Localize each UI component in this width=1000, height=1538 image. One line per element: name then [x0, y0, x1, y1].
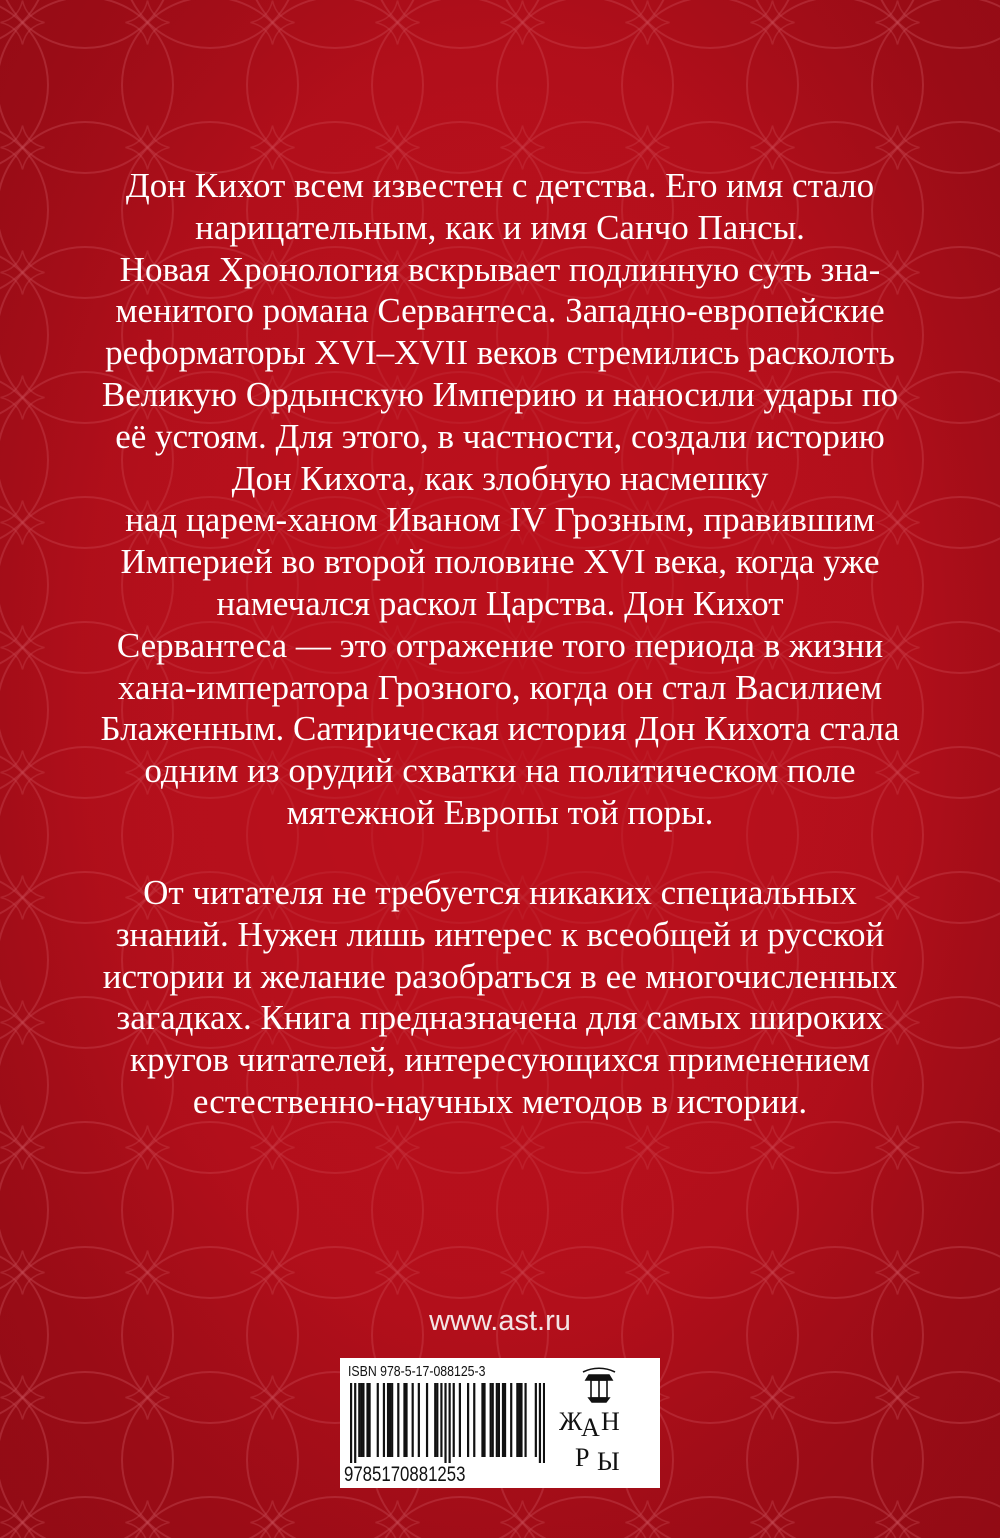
barcode-number: 9785170881253: [344, 1463, 466, 1486]
blurb-paragraph-2: [55, 872, 945, 1123]
barcode-bar: [383, 1383, 385, 1457]
logo-letter: А: [581, 1413, 600, 1442]
barcode-bar: [539, 1383, 541, 1463]
barcode-bar: [496, 1383, 498, 1457]
barcode-bar: [403, 1383, 405, 1457]
isbn-text: ISBN 978-5-17-088125-3: [348, 1363, 486, 1380]
barcode-bar: [481, 1383, 483, 1457]
barcode-bar: [358, 1383, 360, 1457]
blurb-line: мятежной Европы той поры.: [286, 792, 714, 832]
blurb-line: одним из орудий схватки на политическом поле: [144, 751, 856, 791]
logo-letter: Ы: [597, 1447, 620, 1476]
blurb-line: знаний. Нужен лишь интерес к всеобщей и русской: [115, 914, 885, 954]
barcode-bar: [412, 1383, 414, 1457]
barcode-bar: [467, 1383, 469, 1457]
blurb-line: Дон Кихот всем известен с детства. Его имя стало: [125, 166, 875, 205]
barcode-bar: [360, 1383, 362, 1457]
barcode-bar: [387, 1383, 389, 1457]
blurb-line: истории и желание разобраться в ее многочисленных: [102, 956, 898, 996]
publisher-website: www.ast.ru: [429, 1305, 571, 1337]
blurb-line: реформаторы XVI–XVII веков стремились расколоть: [105, 333, 895, 373]
barcode-bar: [391, 1383, 393, 1457]
barcode-bar: [444, 1383, 446, 1463]
barcode-bar: [520, 1383, 522, 1457]
barcode-bar: [502, 1383, 504, 1457]
barcode-bar: [498, 1383, 500, 1457]
blurb-line: Великую Ордынскую Империю и наносили удары по: [101, 374, 899, 414]
blurb-line: менитого романа Сервантеса. Западно-европейские: [115, 291, 885, 331]
barcode-bar: [543, 1383, 545, 1463]
logo-letter: Ж: [559, 1407, 583, 1436]
blurb-line: хана-императора Грозного, когда он стал Василием: [117, 667, 883, 707]
barcode-bar: [418, 1383, 420, 1457]
barcode-bar: [434, 1383, 436, 1457]
barcode-bar: [524, 1383, 526, 1457]
blurb-line: Новая Хронология вскрывает подлинную суть зна-: [119, 249, 881, 289]
barcode-bar: [397, 1383, 399, 1457]
blurb-line: её устоям. Для этого, в частности, создали историю: [115, 416, 885, 456]
barcode-bar: [362, 1383, 364, 1457]
blurb-paragraph-1: [55, 165, 945, 834]
lantern-icon: [583, 1368, 615, 1402]
barcode-bar: [510, 1383, 512, 1457]
blurb-line: Сервантеса — это отражение того периода в жизни: [116, 625, 884, 665]
blurb-line: естественно-научных методов в истории.: [192, 1081, 808, 1121]
barcode-bar: [518, 1383, 520, 1457]
barcode-bar: [368, 1383, 370, 1457]
barcode-panel: [340, 1358, 660, 1488]
blurb-line: загадках. Книга предназначена для самых широких: [116, 998, 884, 1038]
blurb-line: Империей во второй половине XVI века, когда уже: [120, 542, 880, 582]
barcode-image: [350, 1383, 545, 1463]
logo-letter: Н: [601, 1407, 620, 1436]
barcode-bar: [366, 1383, 368, 1457]
blurb-line: От читателя не требуется никаких специальных: [143, 873, 857, 912]
barcode-bar: [453, 1383, 455, 1457]
barcode-bar: [492, 1383, 494, 1457]
barcode-bar: [389, 1383, 391, 1457]
logo-letter: Р: [575, 1443, 590, 1472]
barcode-bar: [473, 1383, 475, 1457]
barcode-bar: [405, 1383, 407, 1457]
publisher-logo: [553, 1366, 653, 1481]
barcode-bar: [504, 1383, 506, 1457]
blurb-line: Блаженным. Сатирическая история Дон Кихота стала: [100, 709, 900, 749]
blurb-line: намечался раскол Царства. Дон Кихот: [216, 583, 784, 623]
blurb-line: нарицательным, как и имя Санчо Пансы.: [195, 207, 805, 247]
blurb-line: над царем-ханом Иваном IV Грозным, правившим: [125, 500, 875, 540]
blurb-line: Дон Кихота, как злобную насмешку: [231, 458, 769, 498]
blurb-line: кругов читателей, интересующихся применением: [129, 1040, 871, 1080]
barcode-bar: [436, 1383, 438, 1457]
barcode-bar: [483, 1383, 485, 1457]
barcode-bar: [350, 1383, 352, 1463]
barcode-bar: [440, 1383, 442, 1457]
barcode-bar: [354, 1383, 356, 1463]
barcode-bar: [516, 1383, 518, 1457]
barcode-bar: [459, 1383, 461, 1457]
barcode-bar: [377, 1383, 379, 1457]
barcode-bar: [426, 1383, 428, 1457]
barcode-bar: [449, 1383, 451, 1463]
barcode-bar: [490, 1383, 492, 1457]
barcode-bar: [535, 1383, 537, 1457]
